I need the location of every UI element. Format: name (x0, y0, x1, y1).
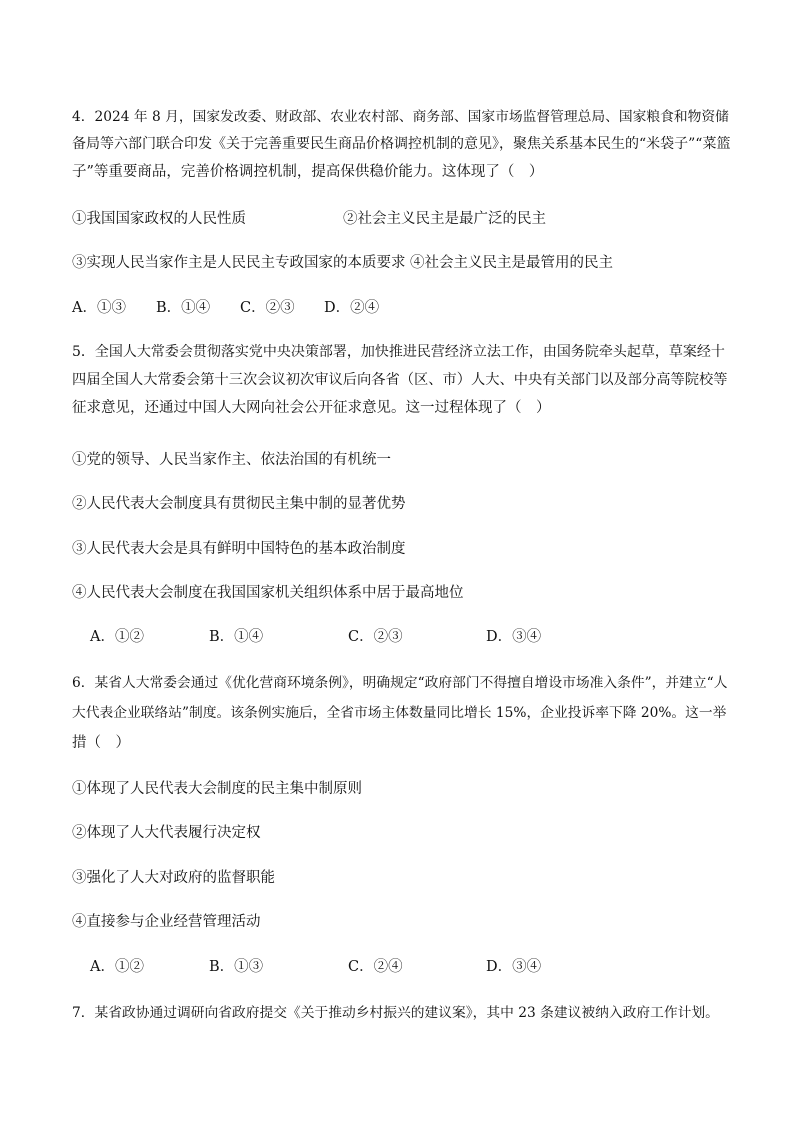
question-5-stem-line-2: 四届全国人大常委会第十三次会议初次审议后向各省（区、市）人大、中央有关部门以及部分高等院校等 (72, 372, 728, 388)
question-4-statement-1: ①我国国家政权的人民性质 (72, 211, 246, 227)
question-6-option-a[interactable]: A．①② (90, 959, 144, 975)
question-5-statement-4: ④人民代表大会制度在我国国家机关组织体系中居于最高地位 (72, 585, 464, 601)
question-6-statement-3: ③强化了人大对政府的监督职能 (72, 870, 275, 886)
question-5-option-a[interactable]: A．①② (90, 629, 144, 645)
question-5-stem-line-1: 5．全国人大常委会贯彻落实党中央决策部署，加快推进民营经济立法工作，由国务院牵头起草，草案经十 (72, 344, 725, 360)
question-6-statement-2: ②体现了人大代表履行决定权 (72, 825, 261, 841)
question-6-statement-4: ④直接参与企业经营管理活动 (72, 914, 261, 930)
question-5-option-d[interactable]: D．③④ (486, 629, 542, 645)
question-4-option-c[interactable]: C．②③ (240, 300, 295, 316)
question-4-statement-3: ③实现人民当家作主是人民民主专政国家的本质要求 (72, 255, 406, 271)
question-6-options (90, 957, 750, 977)
question-5-option-b[interactable]: B．①④ (209, 629, 264, 645)
question-4-option-d[interactable]: D．②④ (324, 300, 380, 316)
question-6-stem-line-3: 措（ ） (72, 735, 130, 751)
question-5-stem-line-3: 征求意见，还通过中国人大网向社会公开征求意见。这一过程体现了（ ） (72, 400, 551, 416)
question-5-option-c[interactable]: C．②③ (348, 629, 403, 645)
question-4-option-a[interactable]: A．①③ (72, 300, 126, 316)
question-4-stem-line-3: 子”等重要商品，完善价格调控机制，提高保供稳价能力。这体现了（ ） (72, 164, 544, 180)
question-6-stem-line-1: 6．某省人大常委会通过《优化营商环境条例》，明确规定“政府部门不得擅自增设市场准入条件”，并建立“人 (72, 675, 728, 691)
question-5-options (90, 627, 750, 647)
question-6-stem-line-2: 大代表企业联络站”制度。该条例实施后，全省市场主体数量同比增长 15%，企业投诉率下降 20%。这一举 (72, 705, 727, 721)
question-6-option-b[interactable]: B．①③ (209, 959, 264, 975)
question-5-statement-2: ②人民代表大会制度具有贯彻民主集中制的显著优势 (72, 496, 406, 512)
question-7-stem-line-1: 7．某省政协通过调研向省政府提交《关于推动乡村振兴的建议案》，其中 23 条建议被纳入政府工作计划。 (72, 1005, 719, 1021)
question-4-statement-2: ②社会主义民主是最广泛的民主 (343, 211, 546, 227)
question-4-statement-4: ④社会主义民主是最管用的民主 (410, 255, 613, 271)
question-6-statement-1: ①体现了人民代表大会制度的民主集中制原则 (72, 781, 362, 797)
question-4-options (72, 298, 732, 318)
question-4-stem-line-1: 4．2024 年 8 月，国家发改委、财政部、农业农村部、商务部、国家市场监督管理总局、国家粮食和物资储 (72, 109, 729, 125)
question-6-option-c[interactable]: C．②④ (348, 959, 403, 975)
question-4-stem-line-2: 备局等六部门联合印发《关于完善重要民生商品价格调控机制的意见》，聚焦关系基本民生的“米袋子”“菜篮 (72, 136, 731, 152)
question-4-option-b[interactable]: B．①④ (156, 300, 211, 316)
question-6-option-d[interactable]: D．③④ (486, 959, 542, 975)
question-5-statement-1: ①党的领导、人民当家作主、依法治国的有机统一 (72, 452, 391, 468)
question-5-statement-3: ③人民代表大会是具有鲜明中国特色的基本政治制度 (72, 541, 406, 557)
